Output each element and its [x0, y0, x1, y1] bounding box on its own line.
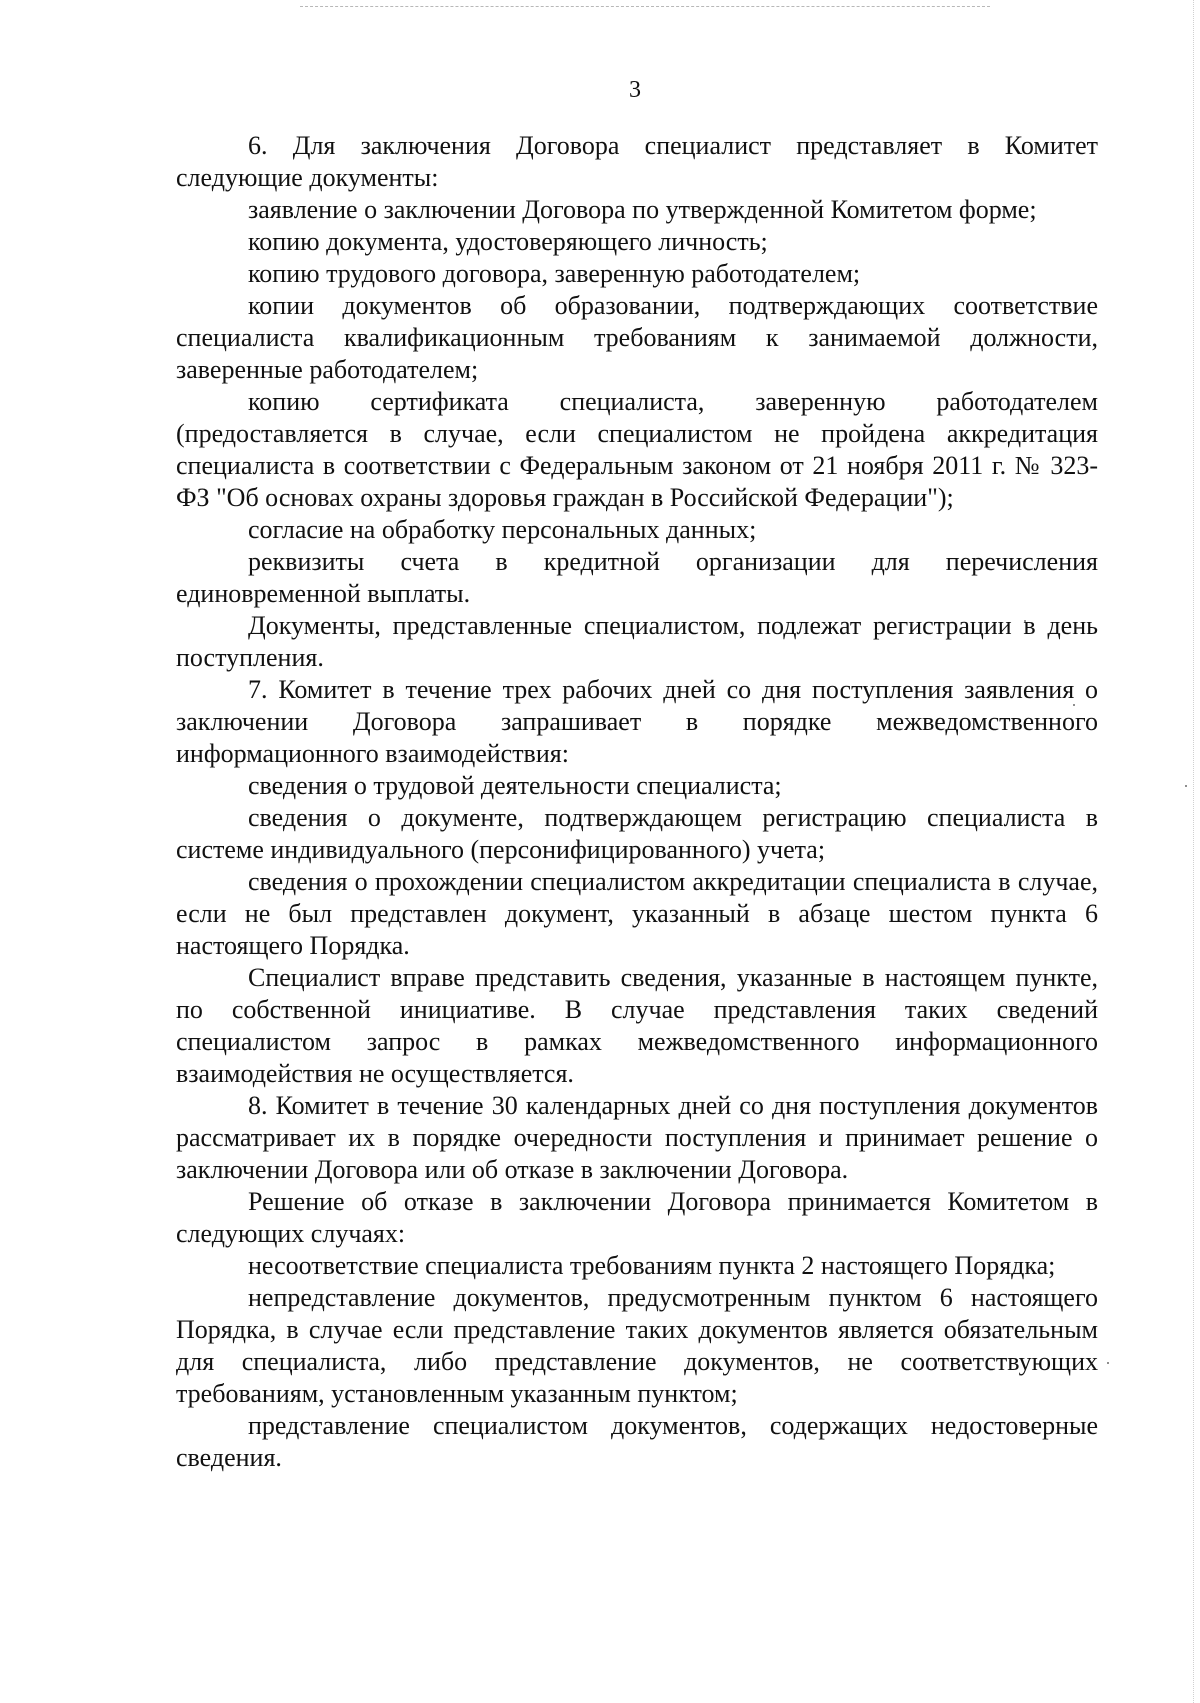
document-body	[176, 130, 1098, 1474]
paragraph: копию трудового договора, заверенную работодателем;	[248, 259, 861, 288]
paragraph: копию документа, удостоверяющего личность;	[248, 227, 768, 256]
paragraph: сведения о трудовой деятельности специалиста;	[248, 771, 782, 800]
paragraph: непредставление документов, предусмотренным пунктом 6 настоящего Порядка, в случае если представление таких документов является обязательным для специалиста, либо представление документов, не соответствующих требованиям, установленным указанным пунктом;	[176, 1283, 1098, 1408]
paragraph: Специалист вправе представить сведения, указанные в настоящем пункте, по собственной инициативе. В случае представления таких сведений специалистом запрос в рамках межведомственного информационного взаимодействия не осуществляется.	[176, 963, 1098, 1088]
page-number: 3	[629, 77, 641, 103]
paragraph: Решение об отказе в заключении Договора принимается Комитетом в следующих случаях:	[176, 1187, 1098, 1248]
paragraph: заявление о заключении Договора по утвержденной Комитетом форме;	[248, 195, 1037, 224]
paragraph: согласие на обработку персональных данных;	[248, 515, 757, 544]
paragraph: копию сертификата специалиста, заверенную работодателем (предоставляется в случае, если специалистом не пройдена аккредитация специалиста в соответствии с Федеральным законом от 21 ноября 2011 г. № 323-ФЗ "Об основах охраны здоровья граждан в Российской Федерации");	[176, 387, 1098, 512]
paragraph: 8. Комитет в течение 30 календарных дней со дня поступления документов рассматривает их в порядке очередности поступления и принимает решение о заключении Договора или об отказе в заключении Договора.	[176, 1091, 1098, 1184]
scan-edge-right	[1193, 0, 1194, 1703]
paragraph: 7. Комитет в течение трех рабочих дней со дня поступления заявления о заключении Договора запрашивает в порядке межведомственного информационного взаимодействия:	[176, 675, 1098, 768]
paragraph: реквизиты счета в кредитной организации для перечисления единовременной выплаты.	[176, 547, 1098, 608]
paragraph: сведения о прохождении специалистом аккредитации специалиста в случае, если не был представлен документ, указанный в абзаце шестом пункта 6 настоящего Порядка.	[176, 867, 1098, 960]
scan-edge-top	[300, 6, 990, 7]
paragraph: представление специалистом документов, содержащих недостоверные сведения.	[176, 1411, 1098, 1472]
paragraph: сведения о документе, подтверждающем регистрацию специалиста в системе индивидуального (персонифицированного) учета;	[176, 803, 1098, 864]
scan-speck	[1185, 785, 1187, 787]
scan-speck	[1107, 1362, 1109, 1364]
paragraph: Документы, представленные специалистом, подлежат регистрации в день поступления.	[176, 611, 1098, 672]
paragraph: копии документов об образовании, подтверждающих соответствие специалиста квалификационным требованиям к занимаемой должности, заверенные работодателем;	[176, 291, 1098, 384]
paragraph: несоответствие специалиста требованиям пункта 2 настоящего Порядка;	[248, 1251, 1056, 1280]
paragraph: 6. Для заключения Договора специалист представляет в Комитет следующие документы:	[176, 131, 1098, 192]
